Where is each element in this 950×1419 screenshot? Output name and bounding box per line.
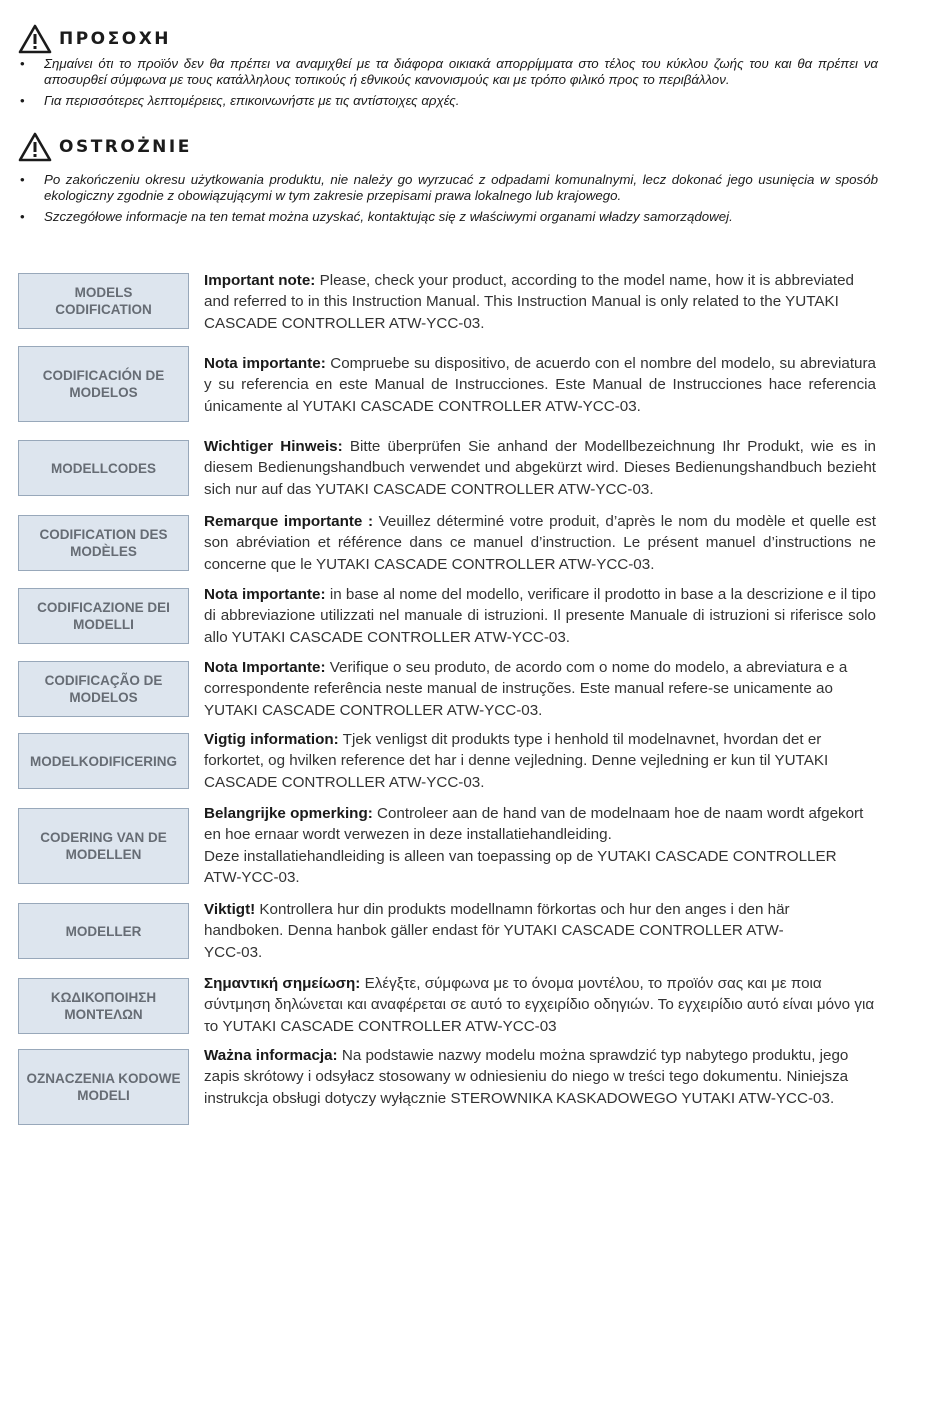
codification-text xyxy=(204,584,876,648)
codification-text xyxy=(204,1045,864,1109)
note-body: Tjek venligst dit produkts type i henhold til modelnavnet, hvordan det er forkortet, og hvilken reference det har i denne vejledning. Denne vejledning er kun til YUTAKI CASCADE CONTROLLER ATW-YCC-03. xyxy=(204,731,829,791)
note-heading: Wichtiger Hinweis: xyxy=(204,438,343,455)
warning-triangle-icon xyxy=(18,24,52,54)
warning-item: • Σημαίνει ότι το προϊόν δεν θα πρέπει να αναμιχθεί με τα διάφορα οικιακά απορρίμματα στο τέλος του κύκλου ζωής του και θα πρέπει να αποσυρθεί σύμφωνα με τους κατάλληλους τοπικούς ή εθνικούς κανονισμούς και με τρόπο φιλικό προς το περιβάλλον. xyxy=(18,56,878,88)
codification-label: CODIFICATION DES MODÈLES xyxy=(18,515,189,571)
codification-label: CODERING VAN DE MODELLEN xyxy=(18,808,189,884)
codification-text xyxy=(204,270,876,334)
codification-text xyxy=(204,899,804,963)
codification-label: MODELKODIFICERING xyxy=(18,733,189,789)
note-body: Bitte überprüfen Sie anhand der Modellbezeichnung Ihr Produkt, wie es in diesem Bedienungshandbuch verwendet und abgekürzt wird. Dieses Bedienungshandbuch bezieht sich nur auf das YUTAKI CASCADE CONTROLLER ATW-YCC-03. xyxy=(204,438,876,498)
codification-text xyxy=(204,973,876,1037)
note-heading: Nota importante: xyxy=(204,355,326,372)
note-heading: Belangrijke opmerking: xyxy=(204,805,373,822)
warning-title: OSTROŻNIE xyxy=(59,137,192,157)
note-body: in base al nome del modello, verificare il prodotto in base a la descrizione e il tipo di abbreviazione utilizzati nel manuale di istruzioni. Il presente Manuale di istruzioni si riferisce solo allo YUTAKI CASCADE CONTROLLER ATW-YCC-03. xyxy=(204,586,877,646)
codification-label: CODIFICACIÓN DE MODELOS xyxy=(18,346,189,422)
codification-label: MODELLCODES xyxy=(18,440,189,496)
codification-label: MODELLER xyxy=(18,903,189,959)
note-body: Veuillez déterminé votre produit, d’après le nom du modèle et quelle est son abréviation et référence dans ce manuel d’instruction. Le présent manuel d’instructions ne concerne que le YUTAKI CASCADE CONTROLLER ATW-YCC-03. xyxy=(204,513,876,573)
warning-header xyxy=(18,130,878,164)
warning-greek xyxy=(18,22,878,114)
codification-text xyxy=(204,803,876,889)
note-body: Ελέγξτε, σύμφωνα με το όνομα μοντέλου, το προϊόν σας και με ποια σύντμηση δηλώνεται και αναφέρεται σε αυτό το εγχειρίδιο οδηγιών. Το εγχειρίδιο αυτό είναι μόνο για το YUTAKI CASCADE CONTROLLER ATW-YCC-03 xyxy=(204,975,875,1035)
codification-text xyxy=(204,657,876,721)
warning-title: ΠΡΟΣΟΧΗ xyxy=(59,29,172,49)
warning-item: • Για περισσότερες λεπτομέρειες, επικοινωνήστε με τις αντίστοιχες αρχές. xyxy=(18,93,878,109)
warning-polish xyxy=(18,130,878,230)
codification-label: MODELS CODIFICATION xyxy=(18,273,189,329)
codification-label: OZNACZENIA KODOWE MODELI xyxy=(18,1049,189,1125)
note-heading: Important note: xyxy=(204,272,316,289)
note-heading: Ważna informacja: xyxy=(204,1047,338,1064)
codification-text xyxy=(204,353,876,417)
warning-list xyxy=(18,56,878,109)
note-heading: Nota Importante: xyxy=(204,659,326,676)
warning-item: • Szczegółowe informacje na ten temat można uzyskać, kontaktując się z właściwymi organami władzy samorządowej. xyxy=(18,209,878,225)
note-body-second: Deze installatiehandleiding is alleen van toepassing op de YUTAKI CASCADE CONTROLLER ATW-YCC-03. xyxy=(204,847,837,887)
codification-text xyxy=(204,436,876,500)
note-body: Na podstawie nazwy modelu można sprawdzić typ nabytego produktu, jego zapis skrótowy i odsyłacz stosowany w odniesieniu do niego w treści tego dokumentu. Niniejsza instrukcja obsługi dotyczy wyłącznie STEROWNIKA KASKADOWEGO YUTAKI ATW-YCC-03. xyxy=(204,1047,849,1107)
note-body: Controleer aan de hand van de modelnaam hoe de naam wordt afgekort en hoe ernaar wordt verwezen in deze installatiehandleiding. xyxy=(204,805,864,844)
codification-label: CODIFICAÇÃO DE MODELOS xyxy=(18,661,189,717)
note-body: Kontrollera hur din produkts modellnamn förkortas och hur den anges i den här handboken. Denna hanbok gäller endast för YUTAKI CASCADE CONTROLLER ATW-YCC-03. xyxy=(204,901,790,961)
codification-text xyxy=(204,729,876,793)
warning-item: • Po zakończeniu okresu użytkowania produktu, nie należy go wyrzucać z odpadami komunalnymi, lecz dokonać jego usunięcia w sposób ekologiczny zgodnie z obowiązującymi w tym zakresie przepisami prawa lokalnego lub krajowego. xyxy=(18,172,878,204)
note-body: Verifique o seu produto, de acordo com o nome do modelo, a abreviatura e a correspondente referência neste manual de instruções. Este manual refere-se unicamente ao YUTAKI CASCADE CONTROLLER ATW-YCC-03. xyxy=(204,659,848,719)
warning-list xyxy=(18,172,878,225)
note-heading: Σημαντική σημείωση: xyxy=(204,975,361,992)
note-body: Compruebe su dispositivo, de acuerdo con el nombre del modelo, su abreviatura y su referencia en este Manual de Instrucciones. Este Manual de Instrucciones hace referencia únicamente al YUTAKI CASCADE CONTROLLER ATW-YCC-03. xyxy=(204,355,877,415)
note-heading: Vigtig information: xyxy=(204,731,339,748)
note-heading: Viktigt! xyxy=(204,901,256,918)
warning-triangle-icon xyxy=(18,132,52,162)
note-heading: Nota importante: xyxy=(204,586,326,603)
note-body: Please, check your product, according to the model name, how it is abbreviated and referred to in this Instruction Manual. This Instruction Manual is only related to the YUTAKI CASCADE CONTROLLER ATW-YCC-03. xyxy=(204,272,854,332)
codification-label: ΚΩΔΙΚΟΠΟΙΗΣΗ ΜΟΝΤΕΛΩΝ xyxy=(18,978,189,1034)
codification-text xyxy=(204,511,876,575)
warning-header xyxy=(18,22,878,56)
codification-label: CODIFICAZIONE DEI MODELLI xyxy=(18,588,189,644)
note-heading: Remarque importante : xyxy=(204,513,374,530)
